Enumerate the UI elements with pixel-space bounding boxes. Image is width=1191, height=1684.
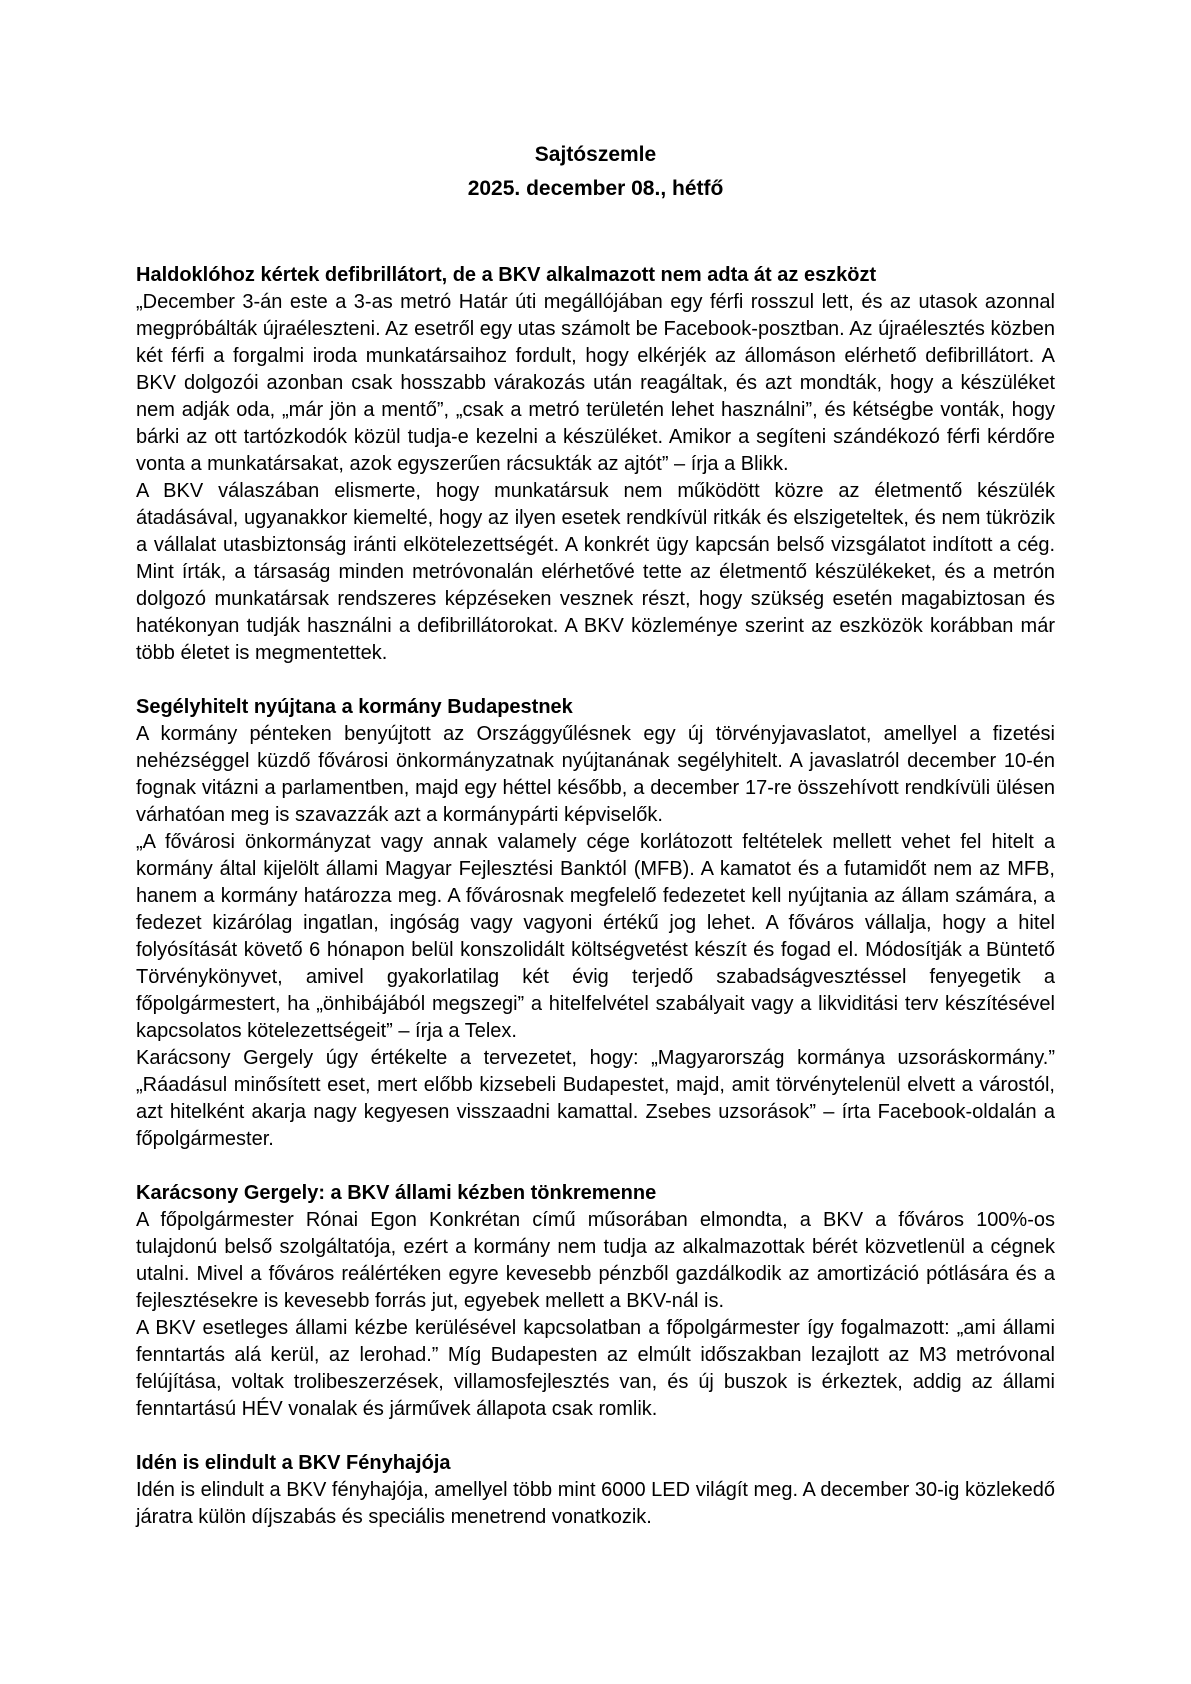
section-paragraph: Karácsony Gergely úgy értékelte a tervezetet, hogy: „Magyarország kormánya uzsoráskormány.” „Ráadásul minősített eset, mert előbb kizsebeli Budapestet, majd, amit törvénytelenül elvett a várostól, azt hitelként akarja nagy kegyesen visszaadni kamattal. Zsebes uzsorások” – írta Facebook-oldalán a főpolgármester. (136, 1047, 1055, 1150)
section-heading: Idén is elindult a BKV Fényhajója (136, 1452, 451, 1474)
section-heading: Haldoklóhoz kértek defibrillátort, de a BKV alkalmazott nem adta át az eszközt (136, 264, 877, 286)
section-light-boat (136, 1450, 1055, 1531)
section-paragraph: A BKV esetleges állami kézbe kerülésével kapcsolatban a főpolgármester így fogalmazott: „ami állami fenntartás alá kerül, az lerohad.” Míg Budapesten az elmúlt időszakban lezajlott az M3 metróvonal felújítása, voltak trolibeszerzések, villamosfejlesztés van, és új buszok is érkeztek, addig az állami fenntartású HÉV vonalak és járművek állapota csak romlik. (136, 1317, 1055, 1420)
section-paragraph: A kormány pénteken benyújtott az Országgyűlésnek egy új törvényjavaslatot, amellyel a fizetési nehézséggel küzdő fővárosi önkormányzatnak nyújtanának segélyhitelt. A javaslatról december 10-én fognak vitázni a parlamentben, majd egy héttel később, a december 17-re összehívott rendkívüli ülésen várhatóan meg is szavazzák azt a kormánypárti képviselők. (136, 723, 1055, 826)
section-paragraph: A BKV válaszában elismerte, hogy munkatársuk nem működött közre az életmentő készülék átadásával, ugyanakkor kiemelté, hogy az ilyen esetek rendkívül ritkák és elszigeteltek, és nem tükrözik a vállalat utasbiztonság iránti elkötelezettségét. A konkrét ügy kapcsán belső vizsgálatot indított a cég. Mint írták, a társaság minden metróvonalán elérhetővé tette az életmentő készülékeket, és a metrón dolgozó munkatársak rendszeres képzéseken vesznek részt, hogy szükség esetén magabiztosan és hatékonyan tudják használni a defibrillátorokat. A BKV közleménye szerint az eszközök korábban már több életet is megmentettek. (136, 480, 1055, 664)
section-heading: Karácsony Gergely: a BKV állami kézben tönkremenne (136, 1182, 657, 1204)
document-date: 2025. december 08., hétfő (467, 177, 724, 200)
section-paragraph: Idén is elindult a BKV fényhajója, amellyel több mint 6000 LED világít meg. A december 30-ig közlekedő járatra külön díjszabás és speciális menetrend vonatkozik. (136, 1479, 1055, 1528)
section-government-loan (136, 694, 1055, 1153)
section-paragraph: „December 3-án este a 3-as metró Határ úti megállójában egy férfi rosszul lett, és az utasok azonnal megpróbálták újraéleszteni. Az esetről egy utas számolt be Facebook-posztban. Az újraélesztés közben két férfi a forgalmi iroda munkatársaihoz fordult, hogy elkérjék az állomáson elérhető defibrillátort. A BKV dolgozói azonban csak hosszabb várakozás után reagáltak, és azt mondták, hogy a készüléket nem adják oda, „már jön a mentő”, „csak a metró területén lehet használni”, és kétségbe vonták, hogy bárki az ott tartózkodók közül tudja-e kezelni a készüléket. Amikor a segíteni szándékozó férfi kérdőre vonta a munkatársakat, azok egyszerűen rácsukták az ajtót” – írja a Blikk. (136, 291, 1055, 475)
section-defibrillator-news (136, 262, 1055, 667)
section-bkv-state-ownership (136, 1180, 1055, 1423)
section-paragraph: „A fővárosi önkormányzat vagy annak valamely cége korlátozott feltételek mellett vehet fel hitelt a kormány által kijelölt állami Magyar Fejlesztési Banktól (MFB). A kamatot és a futamidőt nem az MFB, hanem a kormány határozza meg. A fővárosnak megfelelő fedezetet kell nyújtania az állam számára, a fedezet kizárólag ingatlan, ingóság vagy vagyoni értékű jog lehet. A főváros vállalja, hogy a hitel folyósítását követő 6 hónapon belül konszolidált költségvetést készít és fogad el. Módosítják a Büntető Törvénykönyvet, amivel gyakorlatilag két évig terjedő szabadságvesztéssel fenyegetik a főpolgármestert, ha „önhibájából megszegi” a hitelfelvétel szabályait vagy a likviditási terv készítésével kapcsolatos kötelezettségeit” – írja a Telex. (136, 831, 1055, 1042)
document-title: Sajtószemle (534, 143, 657, 166)
section-paragraph: A főpolgármester Rónai Egon Konkrétan című műsorában elmondta, a BKV a főváros 100%-os tulajdonú belső szolgáltatója, ezért a kormány nem tudja az alkalmazottak bérét közvetlenül a cégnek utalni. Mivel a főváros reálértéken egyre kevesebb pénzből gazdálkodik az amortizáció pótlására és a fejlesztésekre is kevesebb forrás jut, egyebek mellett a BKV-nál is. (136, 1209, 1055, 1312)
document-header (136, 138, 1055, 206)
section-heading: Segélyhitelt nyújtana a kormány Budapestnek (136, 696, 573, 718)
